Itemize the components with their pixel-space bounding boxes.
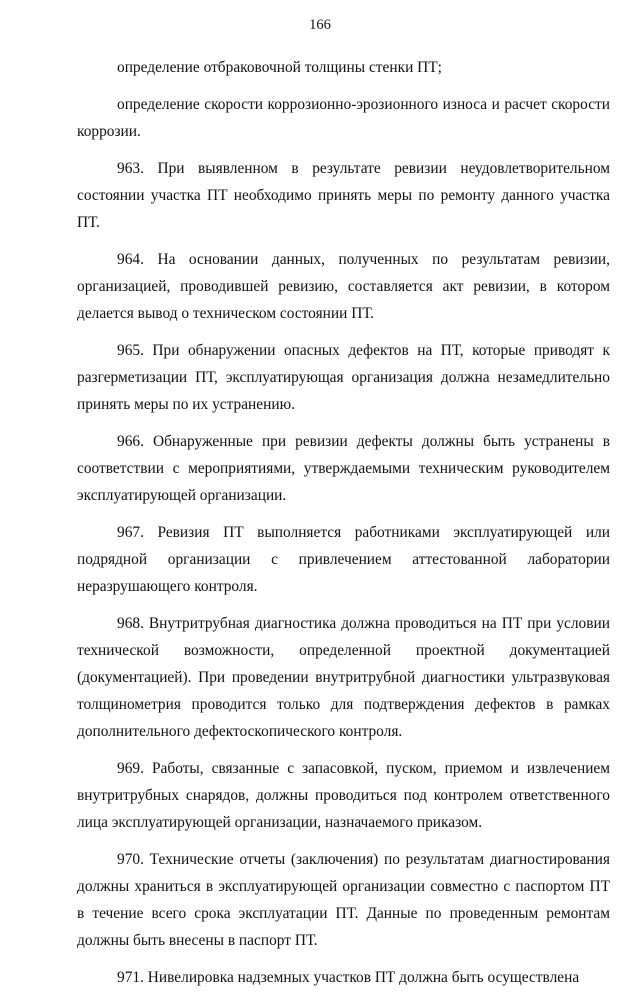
paragraph-corrosion-rate: определение скорости коррозионно-эрозионного износа и расчет скорости коррозии. xyxy=(77,96,610,140)
paragraph-967: 967. Ревизия ПТ выполняется работниками эксплуатирующей или подрядной организации с привлечением аттестованной лаборатории неразрушающего контроля. xyxy=(77,524,610,595)
paragraph-971: 971. Нивелировка надземных участков ПТ должна быть осуществлена xyxy=(117,969,580,986)
document-body xyxy=(77,54,610,1001)
paragraph-965: 965. При обнаружении опасных дефектов на ПТ, которые приводят к разгерметизации ПТ, эксплуатирующая организация должна незамедлительно принять меры по их устранению. xyxy=(77,342,610,413)
paragraph-964: 964. На основании данных, полученных по результатам ревизии, организацией, проводившей ревизию, составляется акт ревизии, в котором делается вывод о техническом состоянии ПТ. xyxy=(77,251,610,322)
page-number: 166 xyxy=(309,17,331,33)
paragraph-966: 966. Обнаруженные при ревизии дефекты должны быть устранены в соответствии с мероприятиями, утверждаемыми техническим руководителем эксплуатирующей организации. xyxy=(77,433,610,504)
paragraph-969: 969. Работы, связанные с запасовкой, пуском, приемом и извлечением внутритрубных снарядов, должны проводиться под контролем ответственного лица эксплуатирующей организации, назначаемого приказом. xyxy=(77,760,610,831)
paragraph-970: 970. Технические отчеты (заключения) по результатам диагностирования должны храниться в эксплуатирующей организации совместно с паспортом ПТ в течение всего срока эксплуатации ПТ. Данные по проведенным ремонтам должны быть внесены в паспорт ПТ. xyxy=(77,851,610,949)
paragraph-968: 968. Внутритрубная диагностика должна проводиться на ПТ при условии технической возможности, определенной проектной документацией (документацией). При проведении внутритрубной диагностики ультразвуковая толщинометрия проводится только для подтверждения дефектов в рамках дополнительного дефектоскопического контроля. xyxy=(77,615,610,740)
paragraph-wall-thickness: определение отбраковочной толщины стенки ПТ; xyxy=(117,59,442,76)
paragraph-963: 963. При выявленном в результате ревизии неудовлетворительном состоянии участка ПТ необходимо принять меры по ремонту данного участка ПТ. xyxy=(77,160,610,231)
